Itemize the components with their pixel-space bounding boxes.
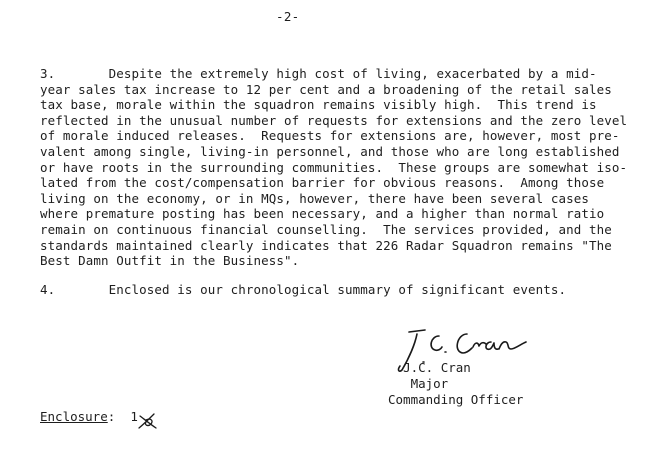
text-line: tax base, morale within the squadron remains visibly high. This trend is — [40, 97, 597, 113]
text-line: 4. Enclosed is our chronological summary of significant events. — [40, 282, 567, 297]
text-line: of morale induced releases. Requests for extensions are, however, most pre- — [40, 128, 620, 144]
paragraph-4 — [40, 282, 640, 298]
text-line: year sales tax increase to 12 per cent and a broadening of the retail sales — [40, 81, 612, 97]
enclosure-separator: : — [107, 409, 116, 424]
paragraph-3 — [40, 66, 640, 269]
page-number: -2- — [276, 9, 300, 24]
text-line: remain on continuous financial counselling. The services provided, and the — [40, 221, 612, 237]
signatory-rank: Major — [410, 376, 449, 391]
enclosure-label: Enclosure — [40, 409, 108, 424]
text-line: 3. Despite the extremely high cost of living, exacerbated by a mid- — [40, 66, 597, 81]
text-line: living on the economy, or in MQs, however, there have been several cases — [40, 190, 590, 206]
text-line: where premature posting has been necessary, and a higher than normal ratio — [40, 206, 605, 222]
text-line: Best Damn Outfit in the Business". — [40, 253, 300, 269]
text-line: standards maintained clearly indicates that 226 Radar Squadron remains "The — [40, 237, 612, 253]
enclosure-count: 1 — [130, 409, 138, 424]
signatory-title: Commanding Officer — [388, 392, 524, 407]
signature-block — [388, 360, 523, 408]
text-line: valent among single, living-in personnel, and those who are long established — [40, 143, 620, 159]
handwritten-mark — [136, 410, 162, 430]
text-line: reflected in the unusual number of requests for extensions and the zero level — [40, 112, 628, 128]
signatory-name: J.C. Cran — [403, 360, 471, 375]
text-line: lated from the cost/compensation barrier for obvious reasons. Among those — [40, 175, 605, 191]
text-line: or have roots in the surrounding communities. These groups are somewhat iso- — [40, 159, 628, 175]
enclosure-line — [40, 409, 138, 425]
